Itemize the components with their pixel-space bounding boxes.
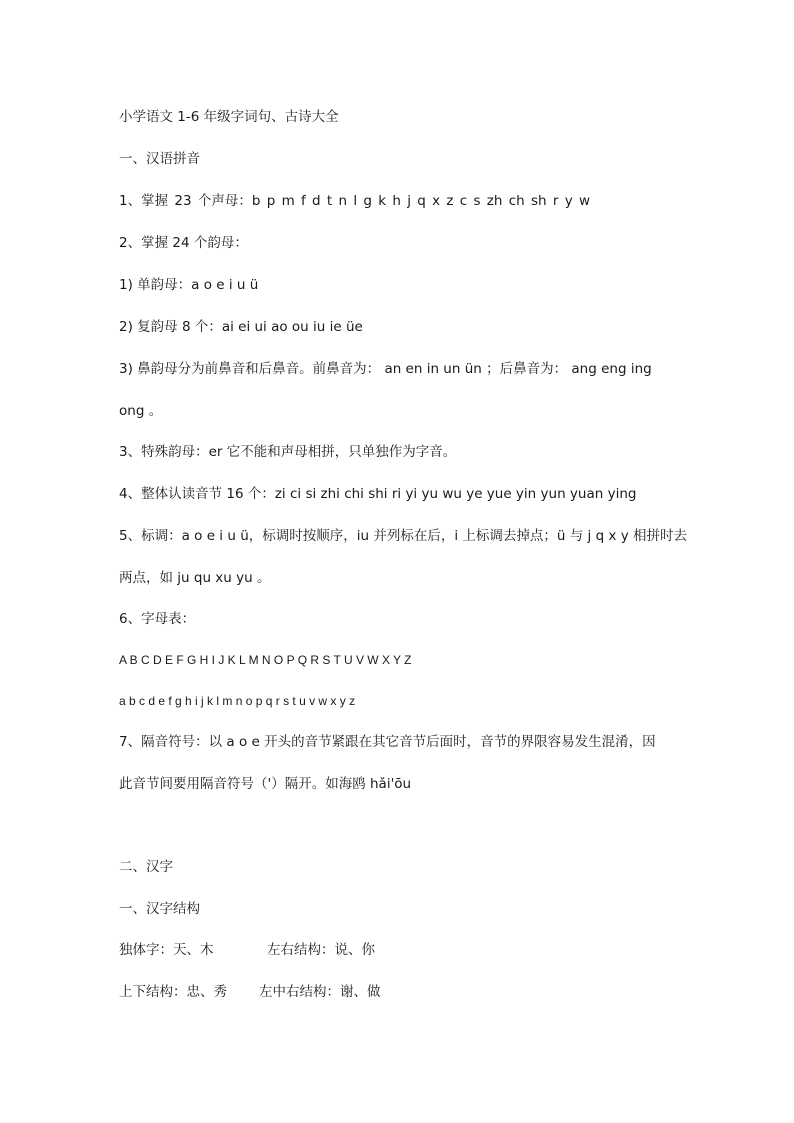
paragraph-tone-marking: 5、标调：a o e i u ü，标调时按顺序，iu 并列标在后，i 上标调去掉点；ü 与 j q x y 相拼时去 bbox=[119, 528, 687, 544]
paragraph-whole-syllables: 4、整体认读音节 16 个：zi ci si zhi chi shi ri yi yu wu ye yue yin yun yuan ying bbox=[119, 486, 637, 502]
subheading-structure: 一、汉字结构 bbox=[119, 901, 200, 917]
document-title: 小学语文 1-6 年级字词句、古诗大全 bbox=[119, 109, 339, 125]
paragraph-alphabet-heading: 6、字母表： bbox=[119, 611, 196, 627]
structure-top-bottom: 上下结构：忠、秀 bbox=[119, 984, 227, 1000]
paragraph-simple-finals: 1) 单韵母：a o e i u ü bbox=[119, 277, 259, 293]
paragraph-nasal-finals: 3) 鼻韵母分为前鼻音和后鼻音。前鼻音为： an en in un ün ；后鼻音为： ang eng ing bbox=[119, 361, 652, 377]
paragraph-special-final: 3、特殊韵母：er 它不能和声母相拼，只单独作为字音。 bbox=[119, 444, 457, 460]
paragraph-apostrophe: 7、隔音符号：以 a o e 开头的音节紧跟在其它音节后面时，音节的界限容易发生混淆，因 bbox=[119, 734, 656, 750]
paragraph-nasal-finals-cont: ong 。 bbox=[119, 403, 163, 419]
section-heading-characters: 二、汉字 bbox=[119, 859, 173, 875]
alphabet-uppercase: A B C D E F G H I J K L M N O P Q R S T U V W X Y Z bbox=[119, 653, 412, 667]
structure-single: 独体字：天、木 bbox=[119, 942, 214, 958]
structure-left-middle-right: 左中右结构：谢、做 bbox=[259, 984, 381, 1000]
paragraph-apostrophe-cont: 此音节间要用隔音符号（'）隔开。如海鸥 hǎi'ōu bbox=[119, 776, 412, 792]
structure-left-right: 左右结构：说、你 bbox=[267, 942, 375, 958]
paragraph-finals: 2、掌握 24 个韵母： bbox=[119, 235, 248, 251]
structure-row-1 bbox=[119, 941, 375, 959]
paragraph-tone-marking-cont: 两点，如 ju qu xu yu 。 bbox=[119, 570, 271, 586]
structure-row-2 bbox=[119, 983, 381, 1001]
paragraph-initials: 1、掌握 23 个声母：b p m f d t n l g k h j q x z c s zh ch sh r y w bbox=[119, 193, 591, 209]
section-heading-pinyin: 一、汉语拼音 bbox=[119, 151, 200, 167]
paragraph-compound-finals: 2) 复韵母 8 个：ai ei ui ao ou iu ie üe bbox=[119, 319, 363, 335]
alphabet-lowercase: a b c d e f g h i j k l m n o p q r s t u v w x y z bbox=[119, 694, 356, 708]
